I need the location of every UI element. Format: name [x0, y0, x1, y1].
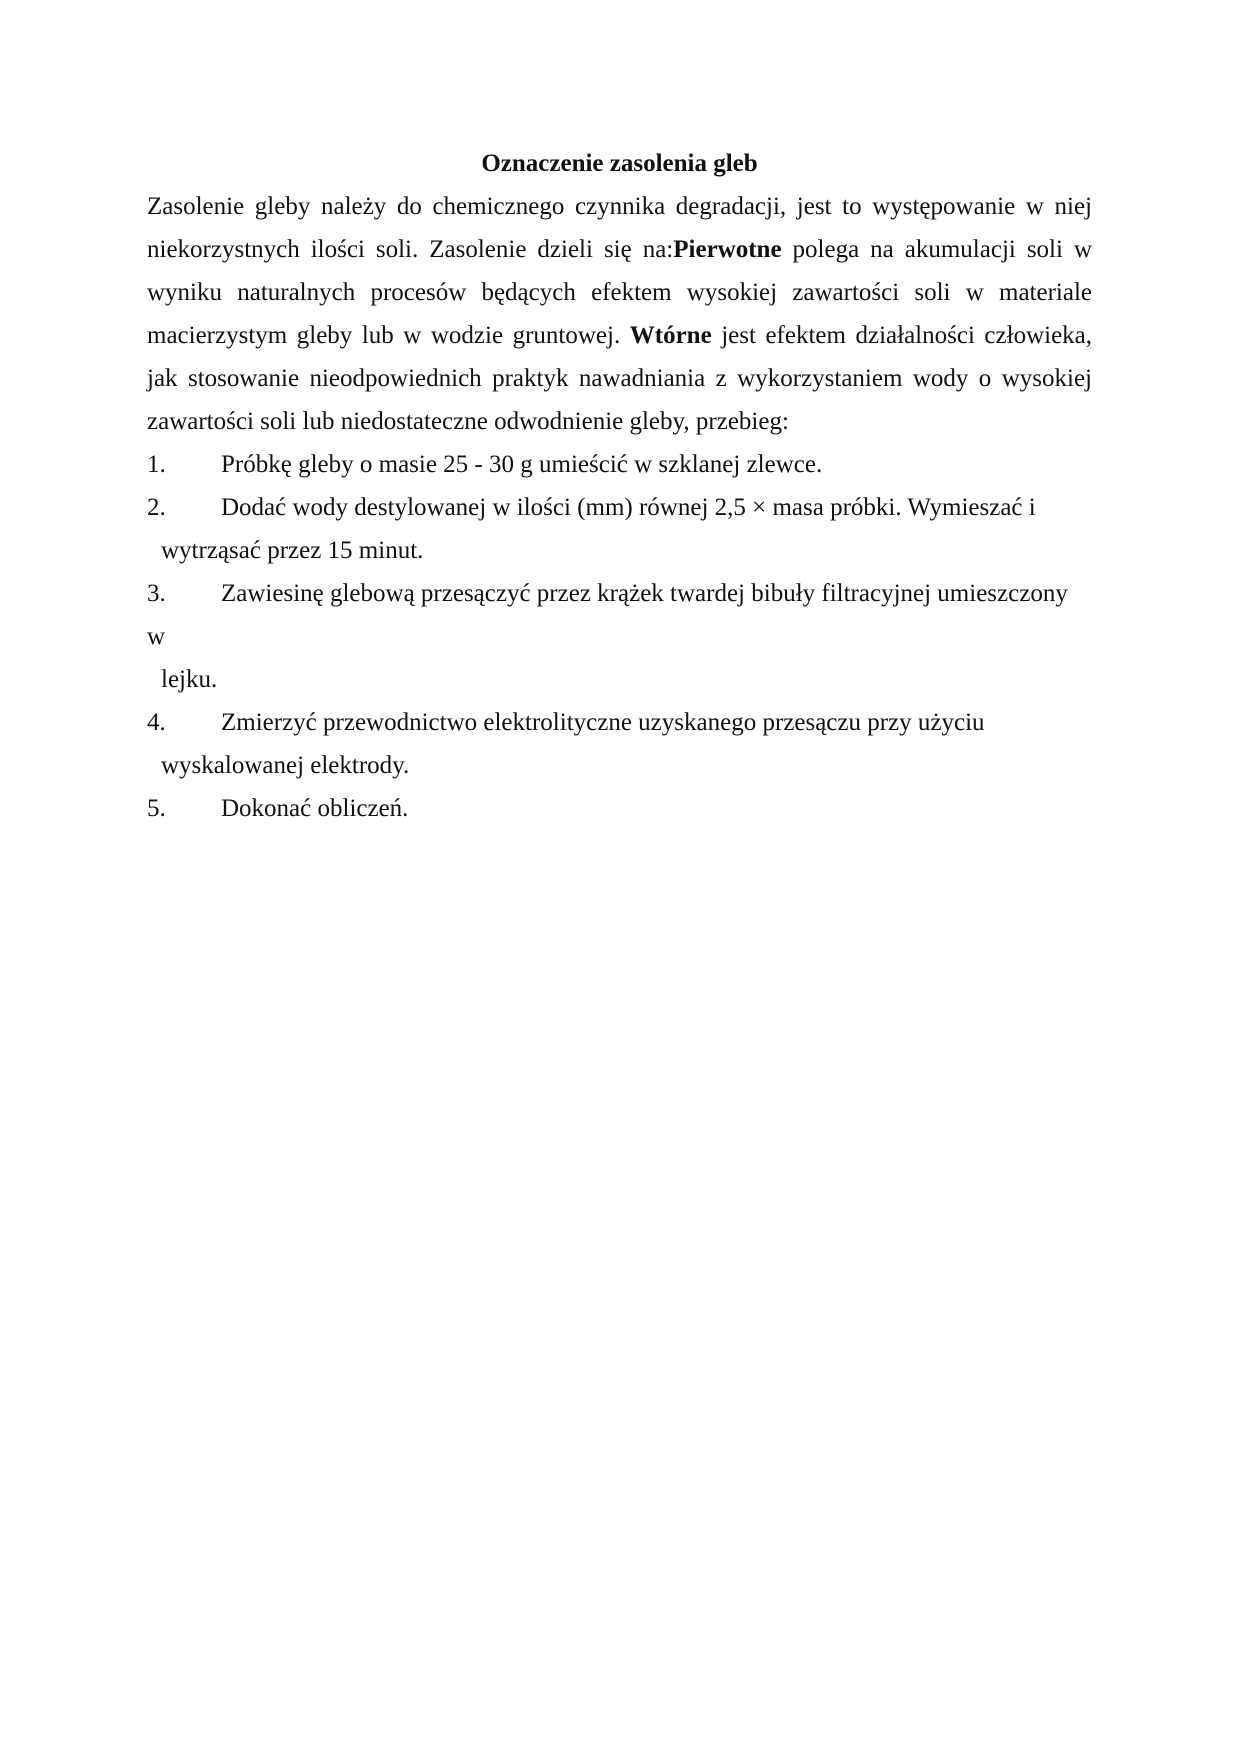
intro-text-1: Zasolenie gleby należy do chemicznego czynnika degradacji, jest to występowanie w niej niekorzystnych ilości soli. Zasolenie dzieli się na:: [147, 193, 1092, 263]
procedure-step-4: [147, 701, 1092, 787]
procedure-step-1: [147, 443, 1092, 486]
step-text: Dodać wody destylowanej w ilości (mm) równej 2,5 × masa próbki. Wymieszać i: [221, 494, 1036, 521]
step-number: 3.: [147, 580, 166, 607]
step-text: Zawiesinę glebową przesączyć przez krążek twardej bibuły filtracyjnej umieszczony w: [147, 580, 1068, 650]
step-number: 1.: [147, 451, 166, 478]
procedure-list: [147, 443, 1092, 830]
intro-bold-secondary: Wtórne: [629, 322, 712, 349]
intro-text-2: polega na akumulacji soli w wyniku naturalnych procesów będących efektem wysokiej zawartości soli w materiale macierzystym gleby lub w wodzie gruntowej.: [147, 236, 1092, 349]
procedure-step-3: [147, 572, 1092, 701]
step-text: Próbkę gleby o masie 25 - 30 g umieścić w szklanej zlewce.: [221, 451, 823, 478]
intro-text-3: jest efektem działalności człowieka, jak stosowanie nieodpowiednich praktyk nawadniania z wykorzystaniem wody o wysokiej zawartości soli lub niedostateczne odwodnienie gleby, przebieg:: [147, 322, 1093, 435]
step-text: Zmierzyć przewodnictwo elektrolityczne uzyskanego przesączu przy użyciu: [221, 709, 985, 736]
procedure-step-5: [147, 787, 1092, 830]
step-continuation: wytrząsać przez 15 minut.: [161, 537, 424, 564]
step-continuation: wyskalowanej elektrody.: [161, 752, 410, 779]
step-number: 4.: [147, 709, 166, 736]
document-title: Oznaczenie zasolenia gleb: [481, 150, 758, 177]
step-text: Dokonać obliczeń.: [221, 795, 409, 822]
intro-paragraph: [147, 185, 1092, 443]
intro-bold-primary: Pierwotne: [673, 236, 782, 263]
procedure-step-2: [147, 486, 1092, 572]
step-continuation: lejku.: [161, 666, 218, 693]
document-content: [147, 142, 1092, 830]
step-number: 2.: [147, 494, 166, 521]
step-number: 5.: [147, 795, 166, 822]
